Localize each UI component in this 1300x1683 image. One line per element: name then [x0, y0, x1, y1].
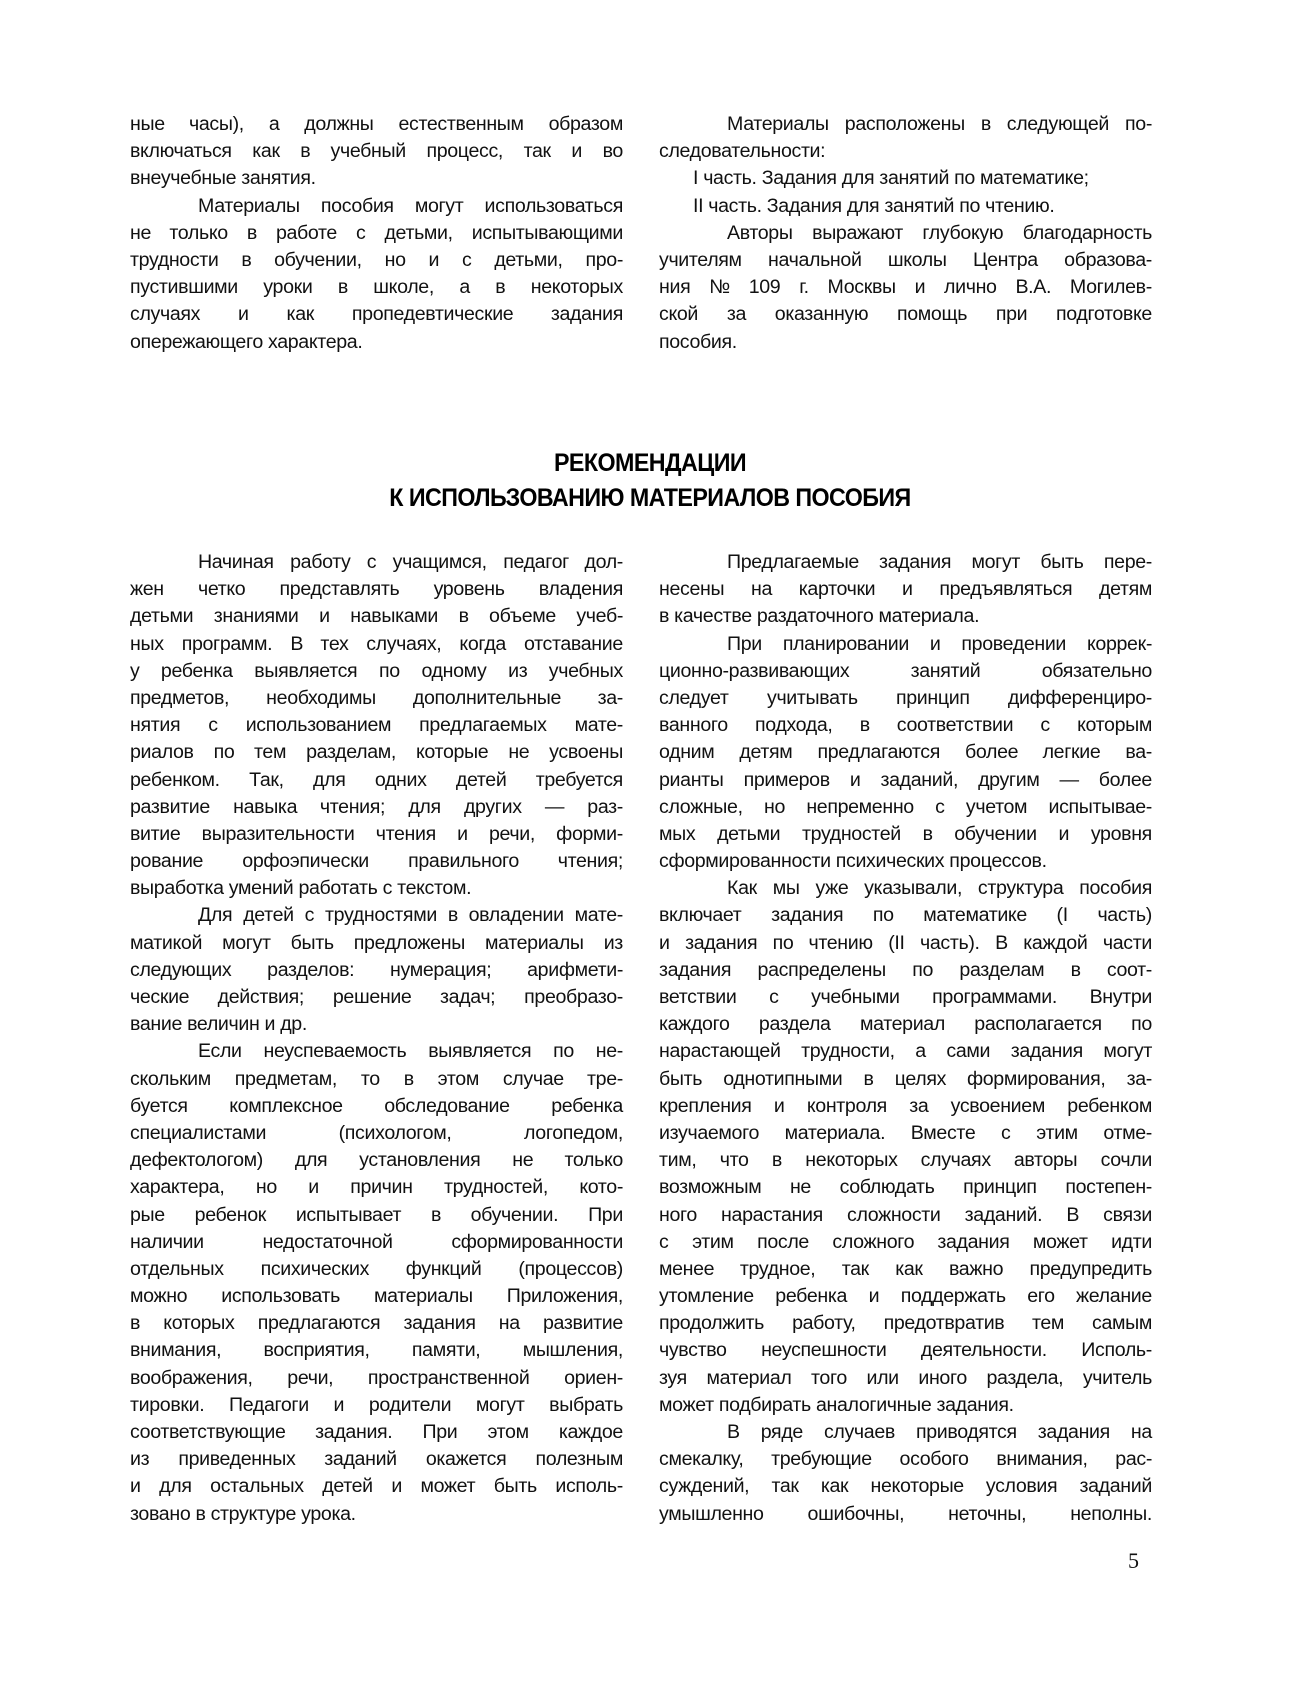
text-line: предметов, необходимы дополнительные за-	[130, 686, 623, 709]
text-line: сложные, но непременно с учетом испытывае-	[659, 795, 1152, 818]
text-line: ской за оказанную помощь при подготовке	[659, 303, 1152, 326]
text-line: специалистами (психологом, логопедом,	[130, 1121, 623, 1144]
text-line: характера, но и причин трудностей, кото-	[130, 1176, 623, 1199]
text-line: включает задания по математике (I часть)	[659, 904, 1152, 927]
text-line: вание величин и др.	[130, 1013, 307, 1036]
text-line: опережающего характера.	[130, 330, 363, 353]
text-line: скольким предметам, то в этом случае тре-	[130, 1067, 623, 1090]
text-line: сформированности психических процессов.	[659, 850, 1047, 873]
text-line: в качестве раздаточного материала.	[659, 605, 980, 628]
text-line: у ребенка выявляется по одному из учебных	[130, 659, 623, 682]
text-line: тим, что в некоторых случаях авторы сочли	[659, 1149, 1152, 1172]
text-line: ческие действия; решение задач; преобразо-	[130, 986, 623, 1008]
text-line: отдельных психических функций (процессов)	[130, 1257, 623, 1280]
text-line: следует учитывать принцип дифференциро-	[659, 686, 1152, 709]
text-line: витие выразительности чтения и речи, форми-	[130, 822, 623, 845]
text-line: из приведенных заданий окажется полезным	[130, 1448, 623, 1471]
text-line: наличии недостаточной сформированности	[130, 1230, 623, 1253]
text-line: развитие навыка чтения; для других — раз-	[130, 795, 623, 818]
text-line: Материалы расположены в следующей по-	[727, 113, 1152, 135]
text-line: нарастающей трудности, а сами задания могут	[659, 1040, 1152, 1063]
text-line: одним детям предлагаются более легкие ва-	[659, 741, 1152, 764]
text-line: детьми знаниями и навыками в объеме учеб-	[130, 605, 623, 628]
text-line: суждений, так как некоторые условия заданий	[659, 1475, 1152, 1498]
top-left-column	[130, 111, 623, 356]
text-line: Материалы пособия могут использоваться	[198, 194, 623, 217]
text-line: и для остальных детей и может быть исполь-	[130, 1475, 623, 1498]
text-line: пособия.	[659, 330, 737, 353]
section-title	[46, 446, 1255, 516]
text-line: внеучебные занятия.	[130, 167, 316, 190]
text-line: ных программ. В тех случаях, когда отставание	[130, 632, 623, 655]
text-line: следовательности:	[659, 140, 826, 163]
text-line: менее трудное, так как важно предупредить	[659, 1257, 1152, 1280]
text-line: ния № 109 г. Москвы и лично В.А. Могилев-	[659, 276, 1152, 299]
top-right-column	[659, 111, 1152, 356]
text-line: I часть. Задания для занятий по математике;	[693, 167, 1089, 190]
text-line: ветствии с учебными программами. Внутри	[659, 986, 1152, 1008]
text-line: пустившими уроки в школе, а в некоторых	[130, 276, 623, 299]
text-line: соответствующие задания. При этом каждое	[130, 1421, 623, 1443]
text-line: Предлагаемые задания могут быть пере-	[727, 551, 1152, 573]
text-line: ные часы), а должны естественным образом	[130, 113, 623, 135]
text-line: может подбирать аналогичные задания.	[659, 1393, 1014, 1416]
text-line: быть однотипными в целях формирования, за-	[659, 1067, 1152, 1090]
text-line: и задания по чтению (II часть). В каждой части	[659, 931, 1152, 954]
text-line: Как мы уже указывали, структура пособия	[727, 877, 1152, 900]
text-line: каждого раздела материал располагается по	[659, 1013, 1152, 1036]
text-line: включаться как в учебный процесс, так и во	[130, 140, 623, 163]
text-line: мых детьми трудностей в обучении и уровня	[659, 822, 1152, 845]
text-line: ребенком. Так, для одних детей требуется	[130, 768, 623, 791]
text-line: нятия с использованием предлагаемых мате-	[130, 714, 623, 737]
text-line: продолжить работу, предотвратив тем самым	[659, 1312, 1152, 1335]
text-line: внимания, восприятия, памяти, мышления,	[130, 1339, 623, 1362]
text-line: в которых предлагаются задания на развитие	[130, 1312, 623, 1335]
text-line: зовано в структуре урока.	[130, 1502, 356, 1525]
text-line: тировки. Педагоги и родители могут выбрать	[130, 1393, 623, 1416]
text-line: с этим после сложного задания может идти	[659, 1230, 1152, 1253]
text-line: выработка умений работать с текстом.	[130, 877, 472, 900]
body-left-column	[130, 549, 623, 1528]
text-line: буется комплексное обследование ребенка	[130, 1094, 623, 1117]
text-line: Авторы выражают глубокую благодарность	[727, 221, 1152, 244]
text-line: Начиная работу с учащимся, педагог дол-	[198, 551, 623, 573]
text-line: смекалку, требующие особого внимания, рас-	[659, 1448, 1152, 1471]
text-line: воображения, речи, пространственной ориен-	[130, 1366, 623, 1389]
text-line: зуя материал того или иного раздела, учитель	[659, 1366, 1152, 1389]
text-line: крепления и контроля за усвоением ребенком	[659, 1094, 1152, 1117]
text-line: ного нарастания сложности заданий. В связи	[659, 1203, 1152, 1226]
text-line: трудности в обучении, но и с детьми, про-	[130, 248, 623, 271]
text-line: риалов по тем разделам, которые не усвоены	[130, 741, 623, 764]
text-line: ционно-развивающих занятий обязательно	[659, 659, 1152, 682]
text-line: можно использовать материалы Приложения,	[130, 1285, 623, 1308]
text-line: матикой могут быть предложены материалы из	[130, 931, 623, 954]
text-line: При планировании и проведении коррек-	[727, 632, 1152, 655]
text-line: Для детей с трудностями в овладении мате-	[198, 904, 623, 927]
text-line: II часть. Задания для занятий по чтению.	[693, 194, 1055, 217]
page-number: 5	[1128, 1548, 1139, 1573]
text-line: задания распределены по разделам в соот-	[659, 958, 1152, 981]
text-line: ванного подхода, в соответствии с которым	[659, 714, 1152, 737]
text-line: следующих разделов: нумерация; арифмети-	[130, 958, 623, 981]
body-right-column	[659, 549, 1152, 1528]
text-line: умышленно ошибочны, неточны, неполны.	[659, 1502, 1152, 1525]
text-line: Если неуспеваемость выявляется по не-	[198, 1040, 623, 1063]
text-line: не только в работе с детьми, испытывающими	[130, 221, 623, 244]
text-line: рианты примеров и заданий, другим — более	[659, 768, 1152, 791]
text-line: дефектологом) для установления не только	[130, 1149, 623, 1172]
text-line: рые ребенок испытывает в обучении. При	[130, 1203, 623, 1226]
section-title-line-1: РЕКОМЕНДАЦИИ	[553, 449, 747, 477]
text-line: рование орфоэпически правильного чтения;	[130, 850, 623, 873]
text-line: учителям начальной школы Центра образова-	[659, 248, 1152, 271]
text-line: В ряде случаев приводятся задания на	[727, 1421, 1152, 1443]
text-line: чувство неуспешности деятельности. Исполь-	[659, 1339, 1152, 1362]
text-line: возможным не соблюдать принцип постепен-	[659, 1176, 1152, 1199]
text-line: несены на карточки и предъявляться детям	[659, 578, 1152, 601]
text-line: случаях и как пропедевтические задания	[130, 303, 623, 326]
text-line: утомление ребенка и поддержать его желание	[659, 1285, 1152, 1308]
section-title-line-2: К ИСПОЛЬЗОВАНИЮ МАТЕРИАЛОВ ПОСОБИЯ	[389, 484, 911, 512]
text-line: жен четко представлять уровень владения	[130, 578, 623, 601]
text-line: изучаемого материала. Вместе с этим отме-	[659, 1121, 1152, 1144]
